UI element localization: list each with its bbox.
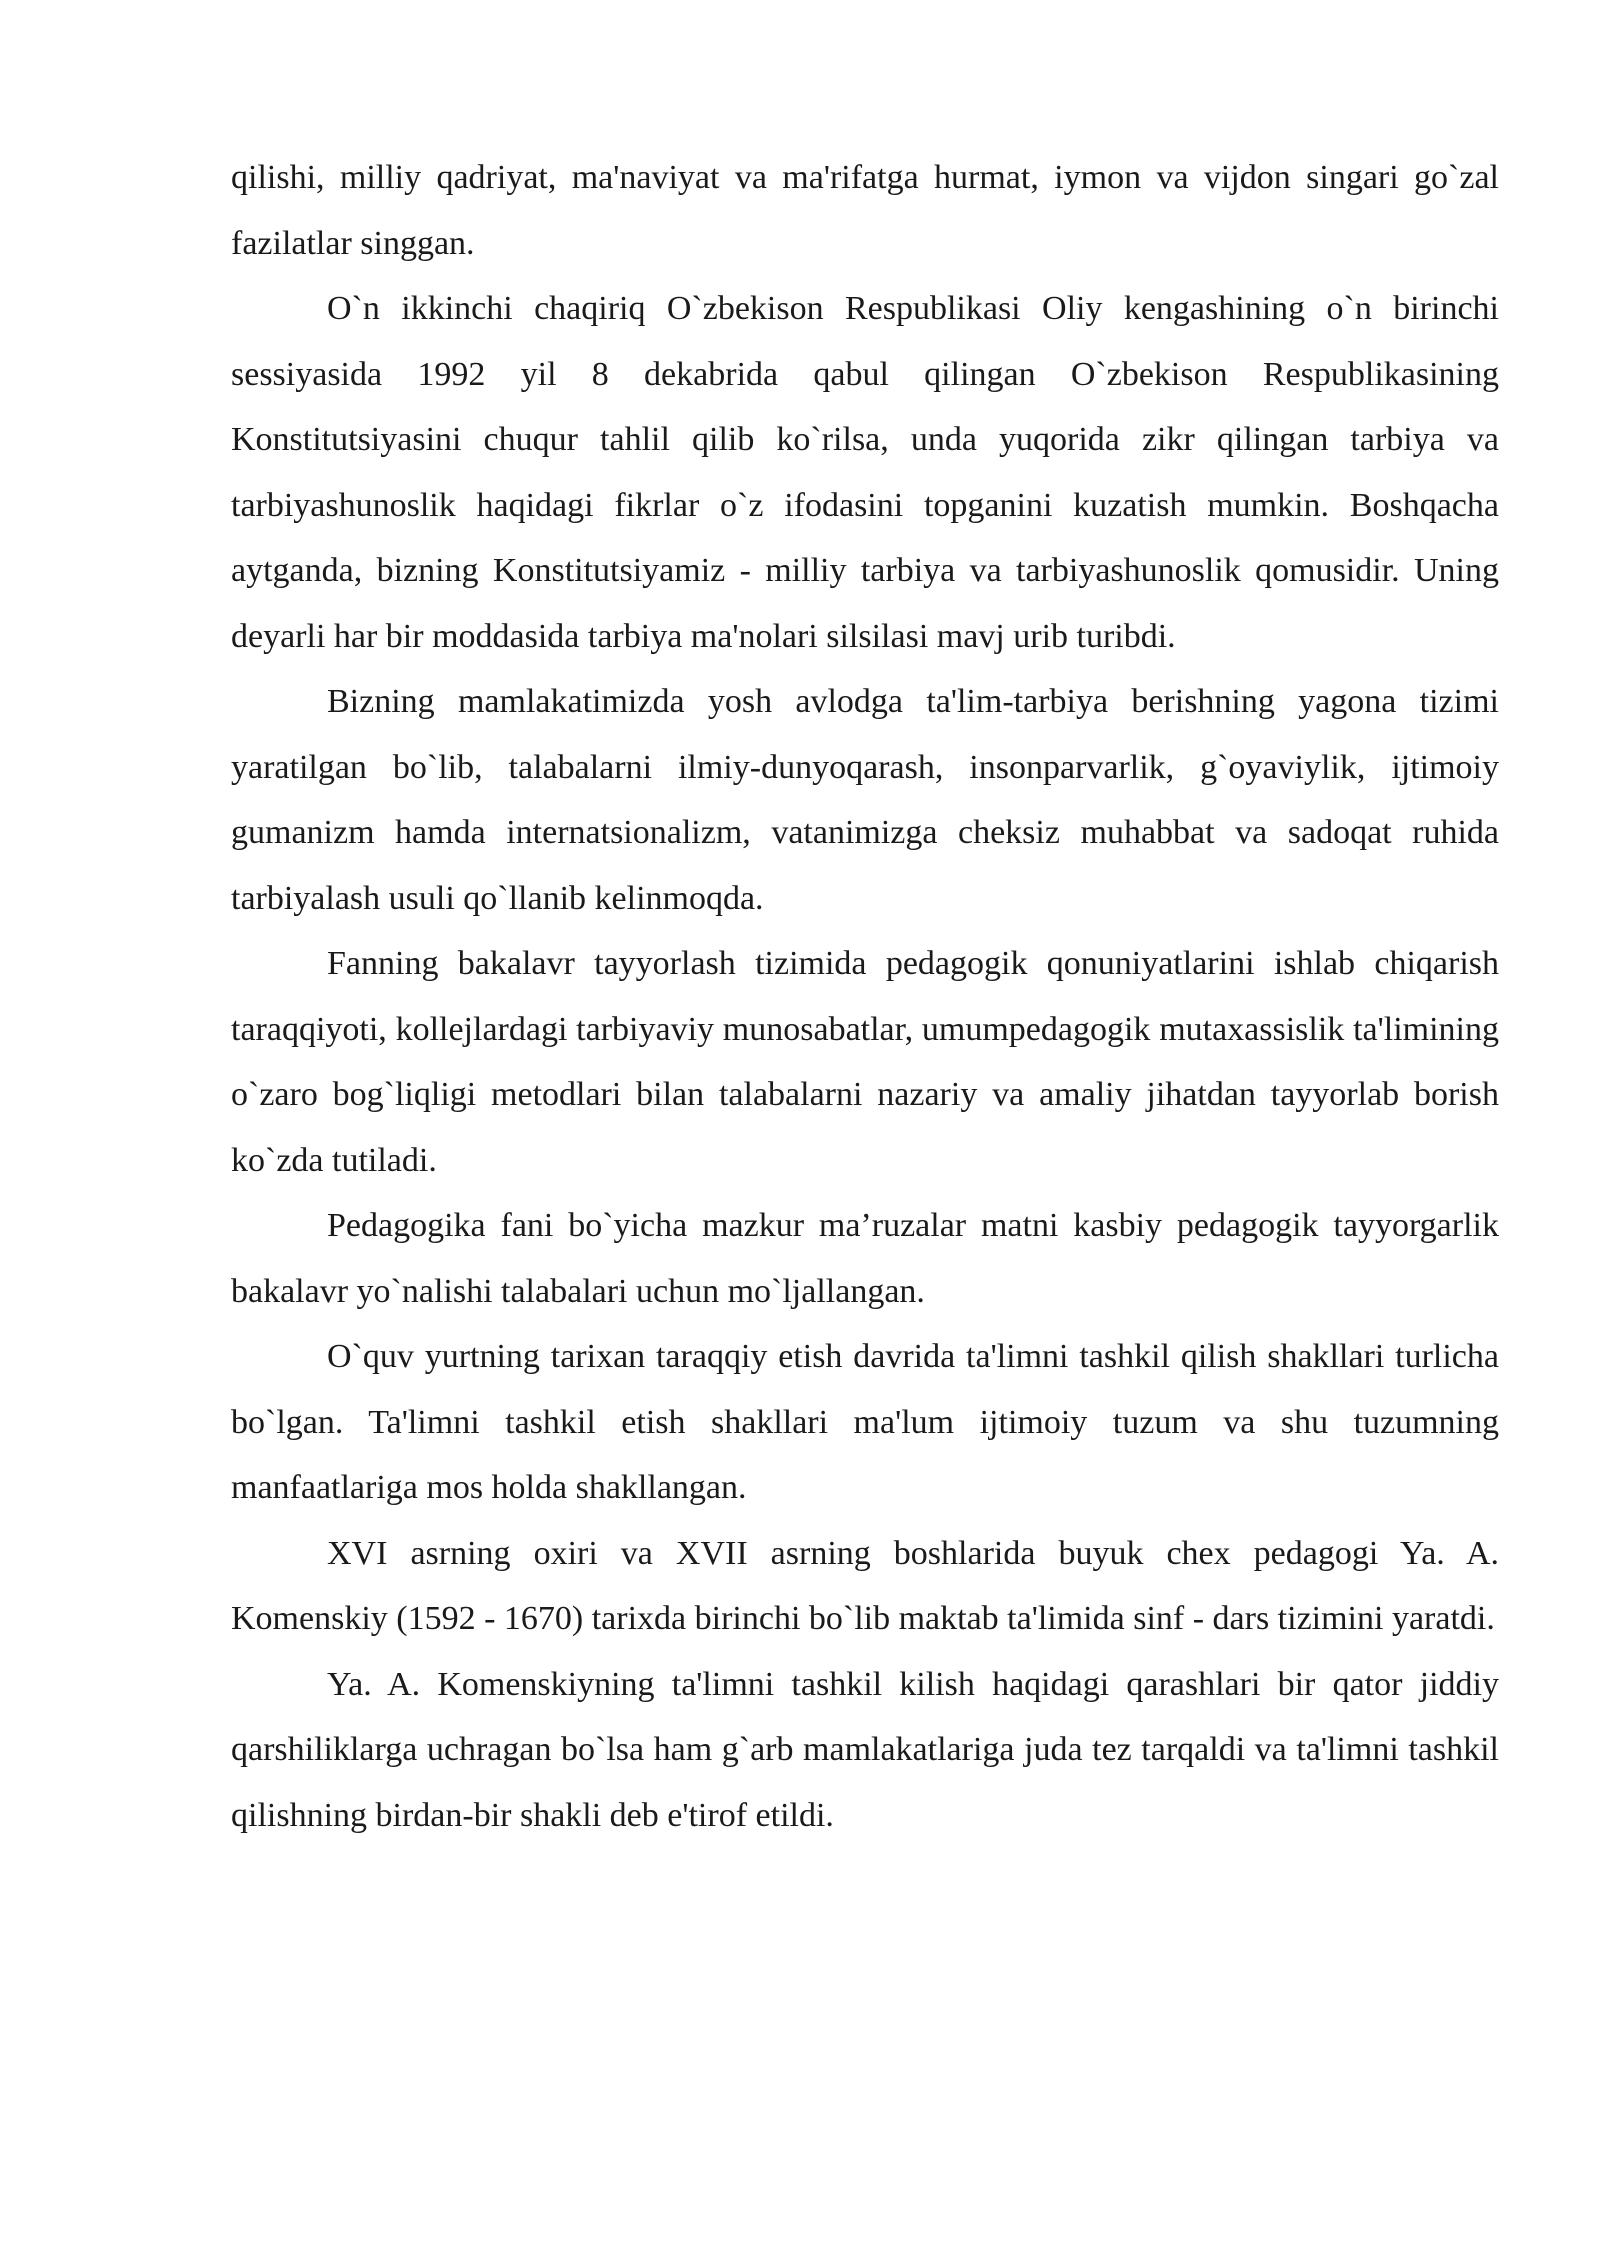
document-body bbox=[231, 145, 1499, 1848]
paragraph-forms-of-education: O`quv yurtning tarixan taraqqiy etish davrida ta'limni tashkil qilish shakllari turlicha bo`lgan. Ta'limni tashkil etish shakllari ma'lum ijtimoiy tuzum va shu tuzumning manfaatlariga mos holda shakllangan. bbox=[231, 1338, 1499, 1506]
paragraph-education-system: Bizning mamlakatimizda yosh avlodga ta'lim-tarbiya berishning yagona tizimi yaratilgan bo`lib, talabalarni ilmiy-dunyoqarash, insonparvarlik, g`oyaviylik, ijtimoiy gumanizm hamda internatsionalizm, vatanimizga cheksiz muhabbat va sadoqat ruhida tarbiyalash usuli qo`llanib kelinmoqda. bbox=[231, 683, 1499, 917]
paragraph-komensky-system: XVI asrning oxiri va XVII asrning boshlarida buyuk chex pedagogi Ya. A. Komenskiy (1592 - 1670) tarixda birinchi bo`lib maktab ta'limida sinf - dars tizimini yaratdi. bbox=[231, 1534, 1499, 1637]
paragraph-bachelor-training: Fanning bakalavr tayyorlash tizimida pedagogik qonuniyatlarini ishlab chiqarish taraqqiyoti, kollejlardagi tarbiyaviy munosabatlar, umumpedagogik mutaxassislik ta'limining o`zaro bog`liqligi metodlari bilan talabalarni nazariy va amaliy jihatdan tayyorlab borish ko`zda tutiladi. bbox=[231, 945, 1499, 1179]
paragraph-constitution: O`n ikkinchi chaqiriq O`zbekison Respublikasi Oliy kengashining o`n birinchi sessiyasida 1992 yil 8 dekabrida qabul qilingan O`zbekison Respublikasining Konstitutsiyasini chuqur tahlil qilib ko`rilsa, unda yuqorida zikr qilingan tarbiya va tarbiyashunoslik haqidagi fikrlar o`z ifodasini topganini kuzatish mumkin. Boshqacha aytganda, bizning Konstitutsiyamiz - milliy tarbiya va tarbiyashunoslik qomusidir. Uning deyarli har bir moddasida tarbiya ma'nolari silsilasi mavj urib turibdi. bbox=[231, 290, 1499, 655]
paragraph-komensky-views: Ya. A. Komenskiyning ta'limni tashkil kilish haqidagi qarashlari bir qator jiddiy qarshiliklarga uchragan bo`lsa ham g`arb mamlakatlariga juda tez tarqaldi va ta'limni tashkil qilishning birdan-bir shakli deb e'tirof etildi. bbox=[231, 1665, 1499, 1834]
paragraph-continuation: qilishi, milliy qadriyat, ma'naviyat va ma'rifatga hurmat, iymon va vijdon singari go`zal fazilatlar singgan. bbox=[231, 159, 1499, 262]
paragraph-lecture-notes: Pedagogika fani bo`yicha mazkur ma’ruzalar matni kasbiy pedagogik tayyorgarlik bakalavr yo`nalishi talabalari uchun mo`ljallangan. bbox=[231, 1207, 1499, 1310]
